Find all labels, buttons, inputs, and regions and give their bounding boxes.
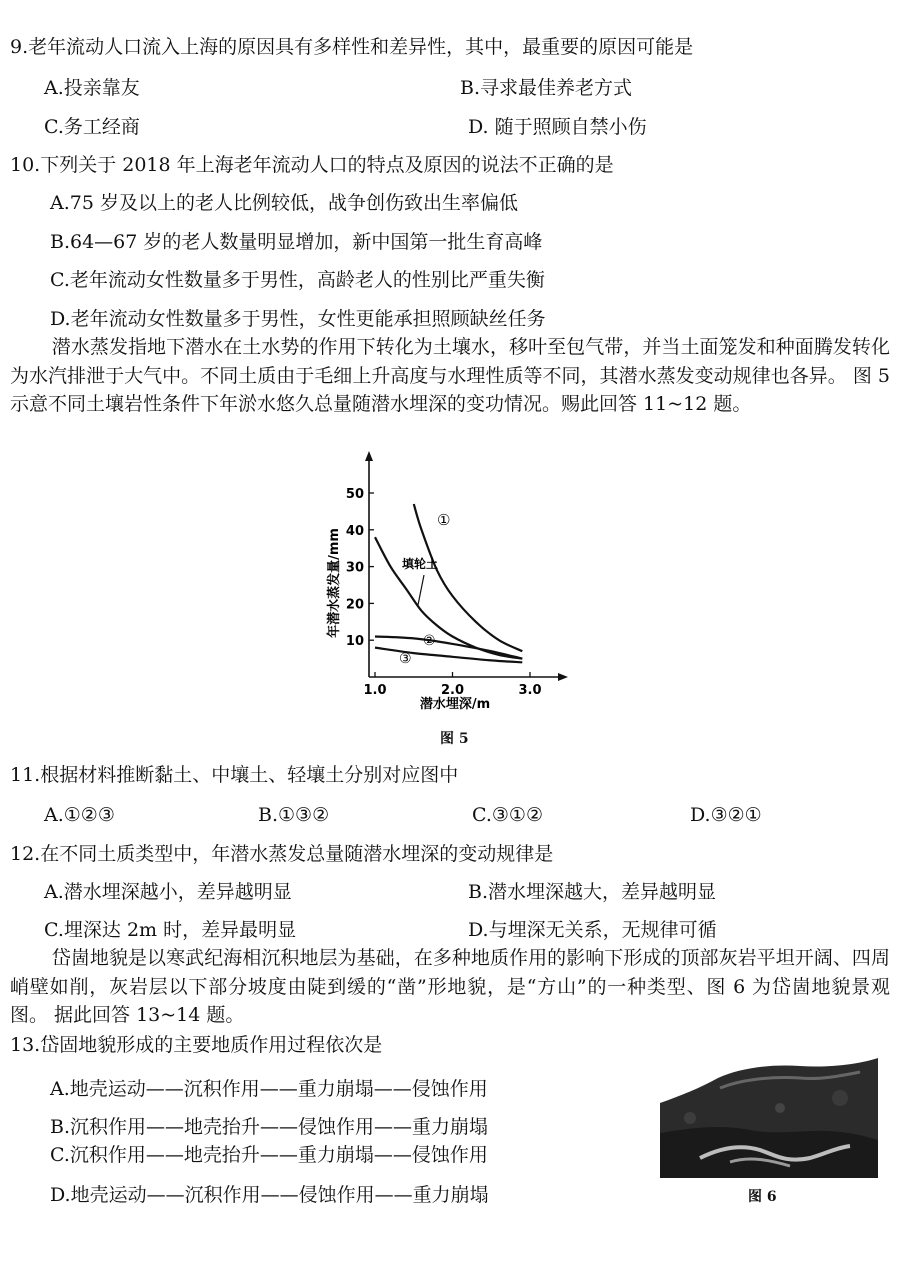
figure-6-landscape-photo: [660, 1058, 878, 1178]
q10-option-d: D.老年流动女性数量多于男性，女性更能承担照顾缺丝任务: [50, 308, 546, 330]
y-tick-label: 10: [345, 634, 364, 650]
x-axis-arrow: [558, 673, 568, 681]
chart-series-label-3: ③: [399, 651, 412, 667]
passage-daigu-landform: 岱崮地貌是以寒武纪海相沉积地层为基础，在多种地质作用的影响下形成的顶部灰岩平坦开阔、四周峭壁如削，灰岩层以下部分坡度由陡到缓的“凿”形地貌，是“方山”的一种类型、图 6 为岱崮地貌景观图。 据此回答 13~14 题。: [10, 947, 890, 1026]
q11-option-d: D.③②①: [690, 804, 762, 826]
chart-series-label-2: ②: [423, 633, 436, 649]
x-tick-label: 2.0: [440, 683, 465, 698]
q9-stem: 9.老年流动人口流入上海的原因具有多样性和差异性，其中，最重要的原因可能是: [10, 36, 694, 58]
q12-option-a: A.潜水埋深越小，差异越明显: [44, 881, 292, 903]
q12-option-d: D.与埋深无关系，无规律可循: [468, 919, 717, 941]
q11-option-c: C.③①②: [472, 804, 543, 826]
q9-option-c: C.务工经商: [44, 116, 140, 138]
q9-option-d: D. 随于照顾自禁小伤: [468, 116, 647, 138]
q13-option-d: D.地壳运动——沉积作用——侵蚀作用——重力崩塌: [50, 1184, 489, 1206]
y-tick-label: 20: [345, 597, 364, 613]
x-tick-label: 3.0: [518, 683, 542, 698]
figure-6-caption: 图 6: [748, 1189, 777, 1205]
figure-5-chart: [320, 445, 590, 715]
q12-stem: 12.在不同土质类型中，年潜水蒸发总量随潜水埋深的变动规律是: [10, 843, 554, 865]
q11-option-a: A.①②③: [44, 804, 115, 826]
chart-x-axis-label: 潜水埋深/m: [419, 697, 491, 712]
q11-option-b: B.①③②: [258, 804, 330, 826]
chart-inline-label-light-loam: 填轮土: [402, 557, 439, 571]
q13-stem: 13.岱固地貌形成的主要地质作用过程依次是: [10, 1034, 383, 1056]
q13-option-a: A.地壳运动——沉积作用——重力崩塌——侵蚀作用: [50, 1078, 488, 1100]
q13-option-b: B.沉积作用——地壳抬升——侵蚀作用——重力崩塌: [50, 1116, 489, 1138]
chart-series-label-1: ①: [437, 511, 451, 529]
y-axis-arrow: [365, 451, 373, 461]
q10-stem: 10.下列关于 2018 年上海老年流动人口的特点及原因的说法不正确的是: [10, 154, 614, 176]
q10-option-c: C.老年流动女性数量多于男性，高龄老人的性别比严重失衡: [50, 269, 545, 291]
q12-option-c: C.埋深达 2m 时，差异最明显: [44, 919, 297, 941]
q12-option-b: B.潜水埋深越大，差异越明显: [468, 881, 717, 903]
figure-5-caption: 图 5: [440, 731, 469, 747]
series-line-1: [414, 504, 523, 651]
q9-option-a: A.投亲靠友: [44, 77, 140, 99]
y-tick-label: 50: [345, 487, 364, 502]
q13-option-c: C.沉积作用——地壳抬升——重力崩塌——侵蚀作用: [50, 1144, 488, 1166]
q10-option-b: B.64—67 岁的老人数量明显增加，新中国第一批生育高峰: [50, 231, 543, 253]
q10-option-a: A.75 岁及以上的老人比例较低，战争创伤致出生率偏低: [50, 192, 518, 214]
y-tick-label: 40: [345, 523, 364, 539]
passage-groundwater-evaporation: 潜水蒸发指地下潜水在土水势的作用下转化为土壤水，移叶至包气带，并当土面笼发和种面腾发转化为水汽排泄于大气中。不同土质由于毛细上升高度与水理性质等不同，其潜水蒸发变动规律也各异。 图 5 示意不同土壤岩性条件下年淤水悠久总量随潜水埋深的变功情况。赐此回答 11~12 题。: [10, 336, 890, 415]
q9-option-b: B.寻求最佳养老方式: [460, 77, 633, 99]
chart-label-leader-line: [418, 575, 424, 605]
x-tick-label: 1.0: [363, 683, 387, 698]
chart-y-axis-label: 年潜水蒸发量/mm: [327, 528, 342, 638]
q11-stem: 11.根据材料推断黏土、中壤土、轻壤土分别对应图中: [10, 764, 459, 786]
y-tick-label: 30: [345, 560, 364, 576]
